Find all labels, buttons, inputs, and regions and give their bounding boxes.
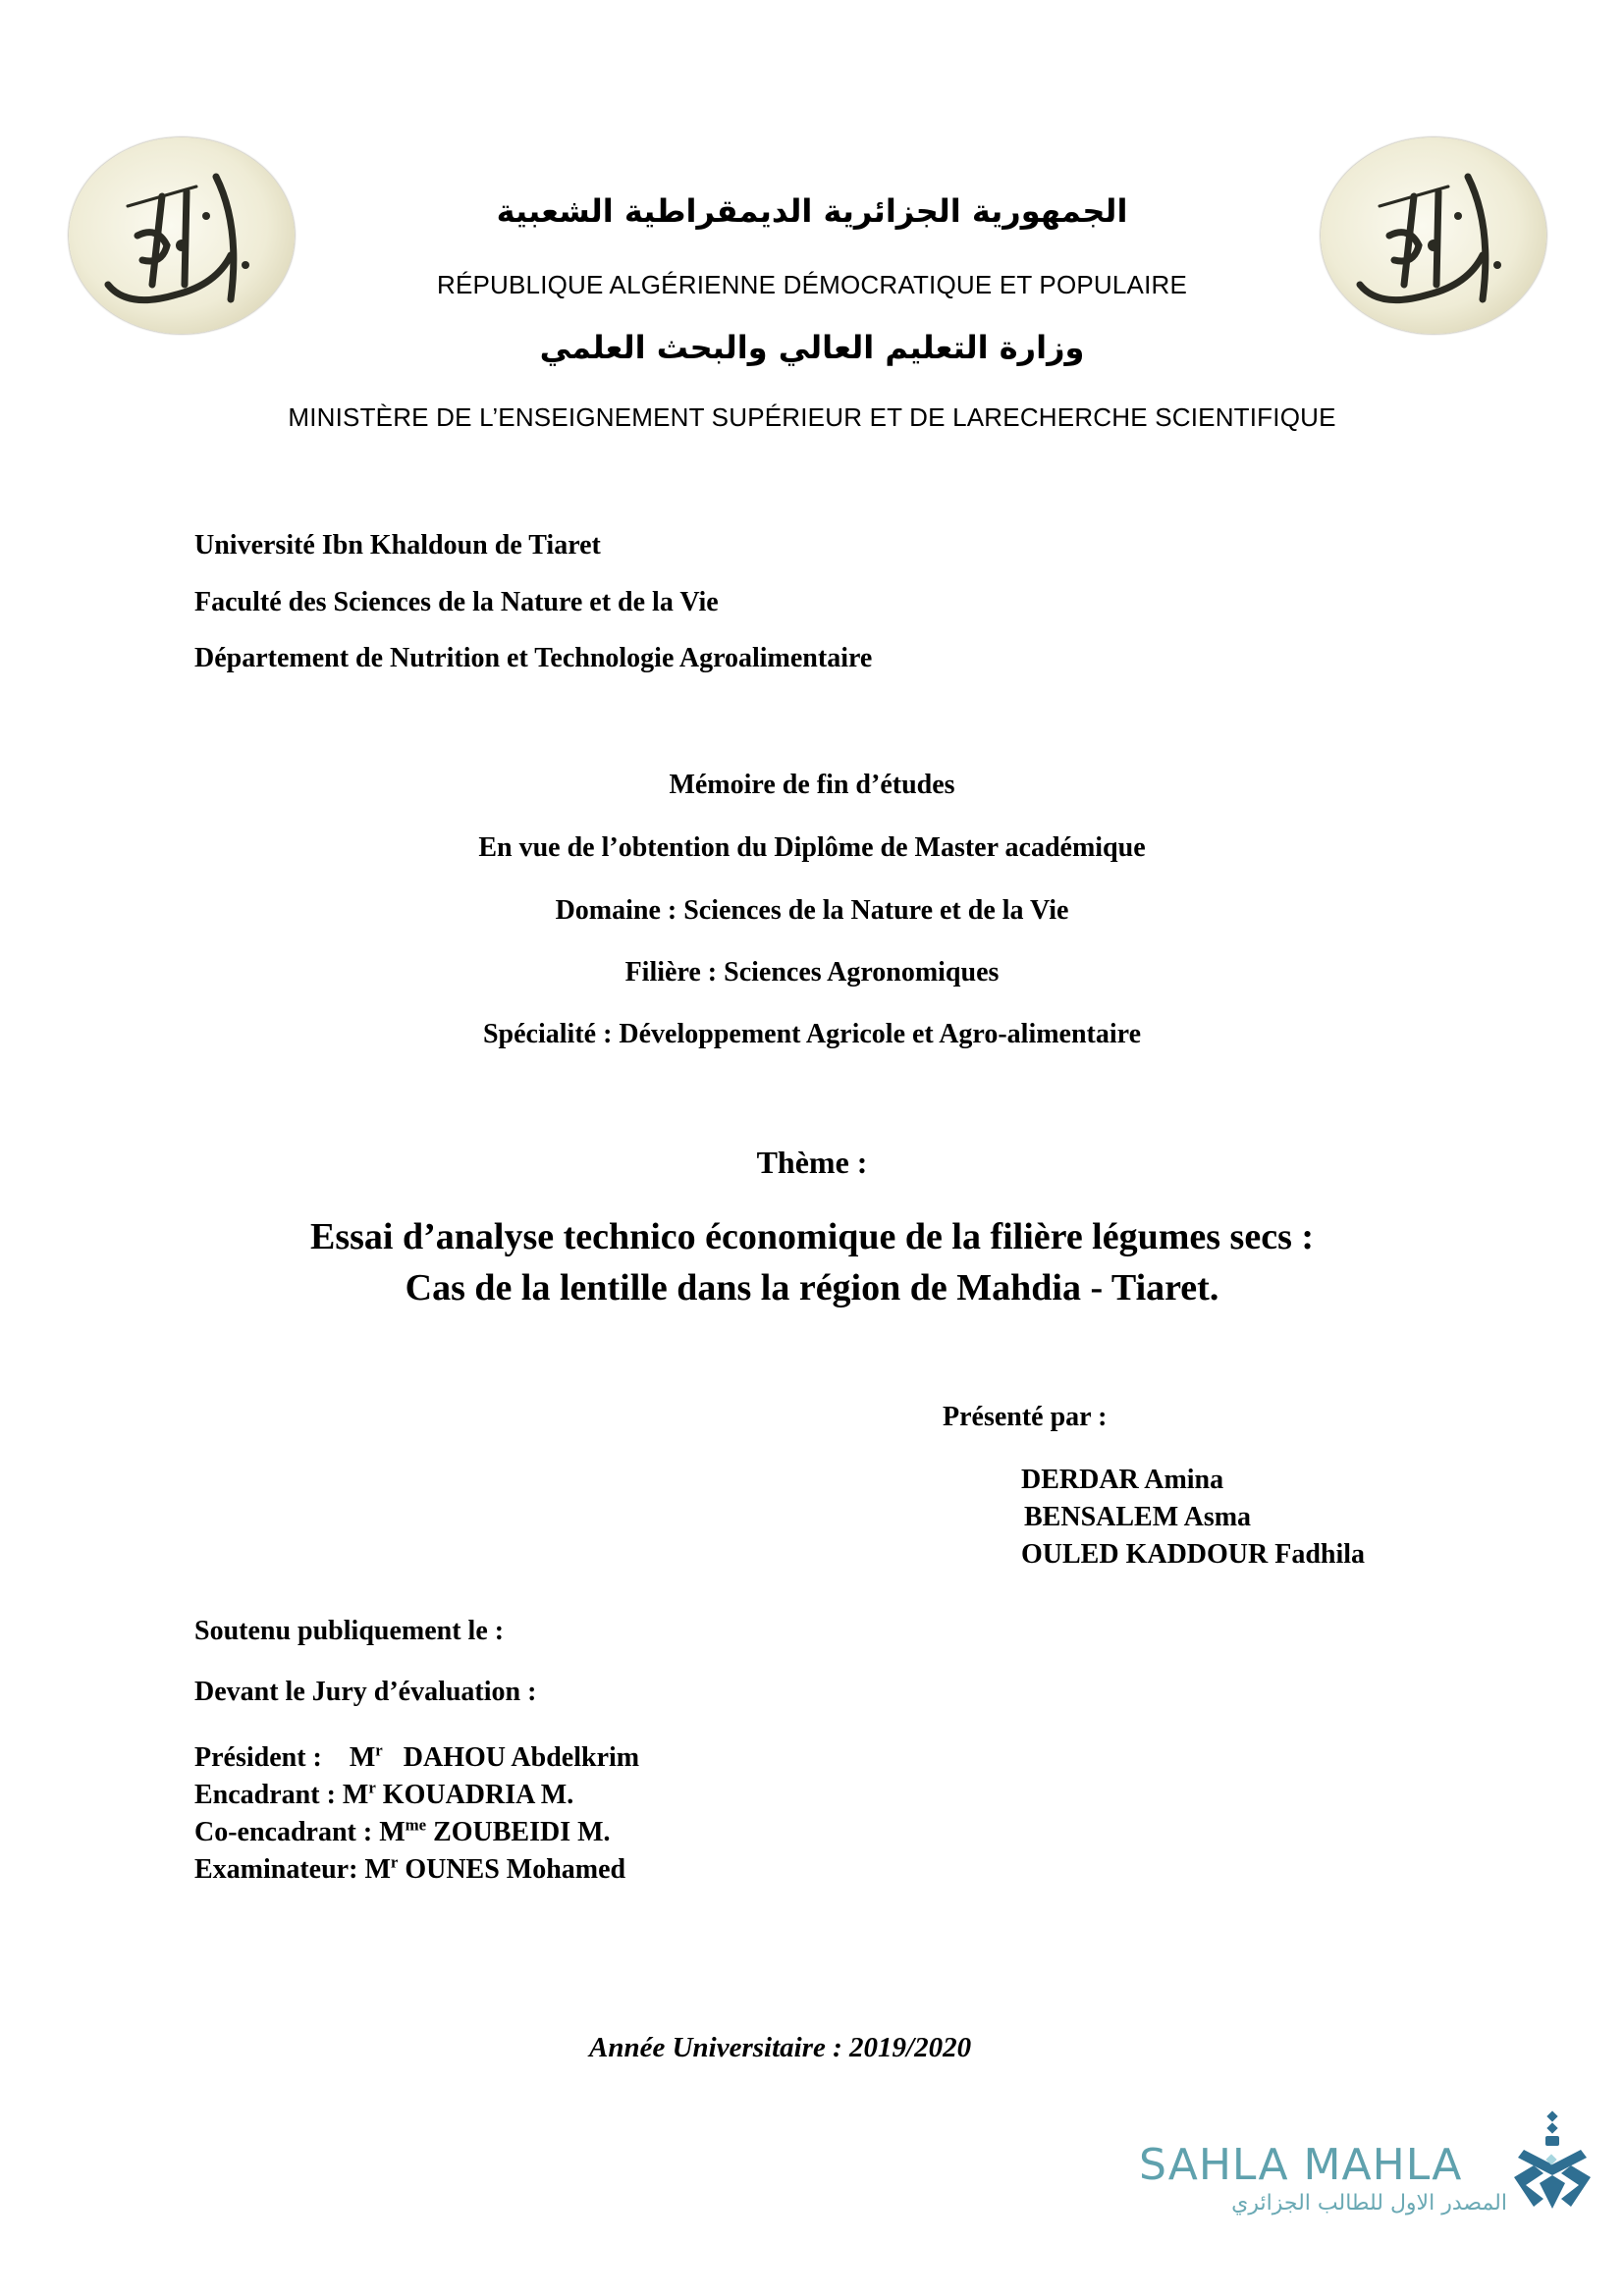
theme-title-line-2: Cas de la lentille dans la région de Mahdia - Tiaret. — [405, 1267, 1219, 1308]
watermark-tagline: المصدر الاول للطالب الجزائري — [1231, 2191, 1507, 2216]
jury-name: KOUADRIA M. — [382, 1780, 574, 1810]
jury-member-supervisor — [194, 1777, 639, 1814]
author-name: DERDAR Amina — [1021, 1465, 1224, 1495]
french-ministry-heading: MINISTÈRE DE L’ENSEIGNEMENT SUPÉRIEUR ET DE LARECHERCHE SCIENTIFIQUE — [288, 402, 1336, 432]
jury-member-president — [194, 1739, 639, 1777]
jury-name: ZOUBEIDI M. — [433, 1817, 611, 1847]
theme-title-line-1: Essai d’analyse technico économique de la filière légumes secs : — [309, 1216, 1315, 1257]
jury-title: M — [379, 1817, 406, 1847]
jury-title: M — [349, 1742, 376, 1773]
watermark-brand: SAHLA MAHLA — [1139, 2140, 1463, 2190]
jury-title-sup: r — [375, 1740, 383, 1760]
university-name: Université Ibn Khaldoun de Tiaret — [194, 530, 601, 561]
arabic-republic-heading: الجمهورية الجزائرية الديمقراطية الشعبية — [496, 192, 1128, 230]
memoir-purpose: En vue de l’obtention du Diplôme de Master académique — [478, 832, 1146, 863]
jury-label: Devant le Jury d’évaluation : — [194, 1677, 537, 1707]
jury-title-sup: r — [390, 1852, 399, 1872]
seal-calligraphy-icon — [1321, 137, 1546, 334]
jury-title-sup: me — [405, 1815, 427, 1835]
sahla-mahla-watermark — [1139, 2110, 1610, 2228]
memoir-speciality: Spécialité : Développement Agricole et Agro-alimentaire — [482, 1019, 1142, 1049]
jury-name: OUNES Mohamed — [405, 1854, 626, 1885]
university-seal-left-logo — [69, 137, 295, 334]
defense-date-label: Soutenu publiquement le : — [194, 1616, 505, 1646]
department-name: Département de Nutrition et Technologie Agroalimentaire — [194, 643, 873, 673]
academic-year: Année Universitaire : 2019/2020 — [589, 2032, 972, 2063]
jury-title: M — [364, 1854, 391, 1885]
presented-by-label: Présenté par : — [943, 1402, 1108, 1432]
memoir-domain: Domaine : Sciences de la Nature et de la Vie — [555, 895, 1069, 926]
jury-title: M — [342, 1780, 369, 1810]
seal-calligraphy-icon — [69, 137, 295, 334]
jury-title-sup: r — [368, 1778, 376, 1797]
memoir-type: Mémoire de fin d’études — [669, 770, 955, 800]
jury-role: Encadrant : — [194, 1780, 336, 1810]
author-name: BENSALEM Asma — [1024, 1502, 1252, 1532]
jury-role: Examinateur: — [194, 1854, 358, 1885]
university-seal-right-logo — [1321, 137, 1546, 334]
jury-member-co-supervisor — [194, 1814, 639, 1851]
french-republic-heading: RÉPUBLIQUE ALGÉRIENNE DÉMOCRATIQUE ET POPULAIRE — [436, 270, 1188, 299]
jury-role: Président : — [194, 1742, 322, 1773]
faculty-name: Faculté des Sciences de la Nature et de la Vie — [194, 587, 719, 617]
jury-list — [194, 1739, 639, 1889]
memoir-field: Filière : Sciences Agronomiques — [624, 957, 1000, 988]
sahla-mahla-logo-icon — [1504, 2110, 1602, 2214]
theme-label: Thème : — [756, 1145, 868, 1180]
author-name: OULED KADDOUR Fadhila — [1021, 1539, 1366, 1570]
jury-member-examiner — [194, 1851, 639, 1889]
arabic-ministry-heading: وزارة التعليم العالي والبحث العلمي — [539, 329, 1085, 366]
jury-name: DAHOU Abdelkrim — [403, 1742, 640, 1773]
jury-role: Co-encadrant : — [194, 1817, 373, 1847]
